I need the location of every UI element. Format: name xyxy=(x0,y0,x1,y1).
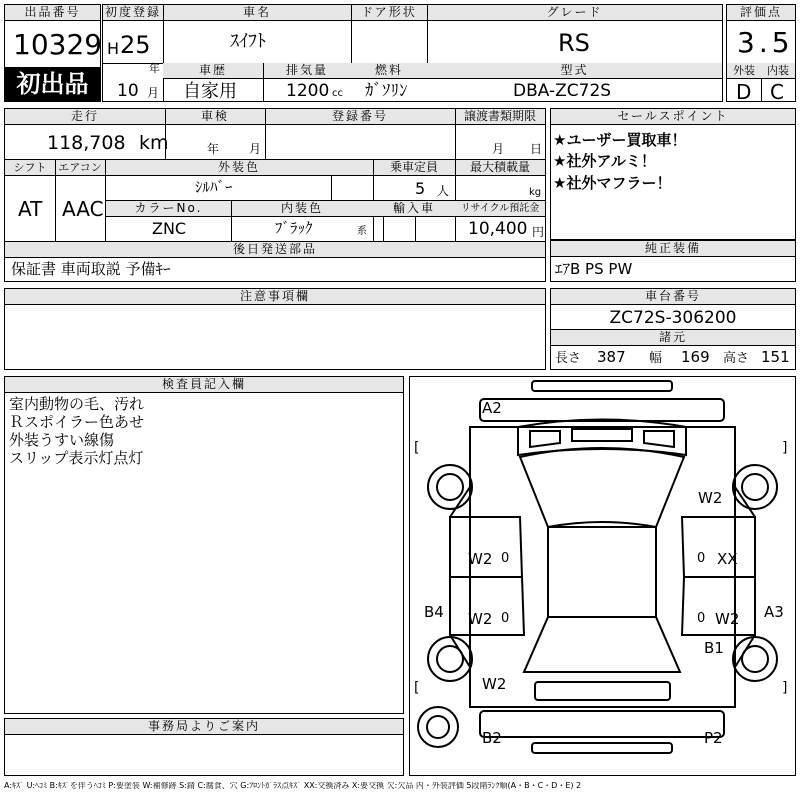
lot-number-label: 出品番号 xyxy=(5,5,100,21)
capacity: 5 xyxy=(415,179,426,198)
damage-mark-0-right-rear: 0 xyxy=(697,611,706,626)
door-label: ドア形状 xyxy=(351,5,427,21)
recycle-unit: 円 xyxy=(532,225,545,239)
reg-month-unit: 月 xyxy=(147,86,160,100)
width-label: 幅 xyxy=(649,351,663,366)
specs-label: 諸元 xyxy=(551,329,795,346)
displacement-label: 排気量 xyxy=(263,63,351,79)
office-box xyxy=(4,718,404,776)
equipment-value: ｴｱB PS PW xyxy=(555,260,633,278)
mileage-unit: km xyxy=(139,132,169,154)
chassis-number: ZC72S-306200 xyxy=(609,308,737,328)
damage-mark-p2: P2 xyxy=(704,729,723,747)
vehicle-details xyxy=(4,108,546,282)
first-listing-badge: 初出品 xyxy=(5,67,100,101)
capacity-unit: 人 xyxy=(437,184,450,198)
reg-year-unit: 年 xyxy=(149,62,160,75)
mileage: 118,708 xyxy=(47,132,126,154)
sales-points-box xyxy=(550,108,796,240)
interior-color: ﾌﾞﾗｯｸ xyxy=(275,219,313,237)
inspector-line-1: 室内動物の毛、汚れ xyxy=(9,395,145,413)
interior-color-suffix: 系 xyxy=(357,226,367,237)
lot-number: 10329 xyxy=(13,28,103,61)
reg-year: 25 xyxy=(120,31,151,59)
inspection-month-unit: 月 xyxy=(249,142,262,156)
length-value: 387 xyxy=(597,348,626,366)
bracket-right-top: ] xyxy=(782,440,788,456)
equipment-box xyxy=(550,240,796,282)
exterior-grade-label: 外装 xyxy=(727,63,761,79)
sales-point-1: ★ユーザー買取車！ xyxy=(553,131,687,149)
car-diagram xyxy=(409,376,796,776)
recycle: 10,400 xyxy=(468,219,528,239)
score: 3.5 xyxy=(737,26,794,59)
bracket-right-bottom: ] xyxy=(782,680,788,696)
office-label: 事務局よりご案内 xyxy=(5,719,403,735)
ac-label: エアコン xyxy=(55,160,105,176)
damage-mark-w2-right-rear-door: W2 xyxy=(715,610,740,628)
damage-mark-xx-right-front-door: XX xyxy=(717,550,738,568)
max-load-unit: kg xyxy=(529,187,542,198)
damage-mark-a2: A2 xyxy=(482,399,502,417)
interior-grade: C xyxy=(770,80,784,104)
fuel: ｶﾞｿﾘﾝ xyxy=(365,81,408,101)
model: DBA-ZC72S xyxy=(513,81,612,101)
bracket-left-top: [ xyxy=(414,440,420,456)
color-no-label: カラーNo. xyxy=(106,201,231,217)
era-letter: H xyxy=(107,39,120,58)
inspector-line-2: Ｒスポイラー色あせ xyxy=(9,413,145,431)
color-no: ZNC xyxy=(152,219,187,238)
header-grid xyxy=(102,4,723,102)
score-label: 評価点 xyxy=(727,5,795,21)
transfer-day-unit: 日 xyxy=(530,142,543,156)
damage-mark-w2-left-front-door: W2 xyxy=(468,550,493,568)
inspector-label: 検査員記入欄 xyxy=(5,377,403,393)
car-outline-svg xyxy=(410,377,795,775)
lot-number-cell xyxy=(4,4,101,102)
notes-label: 注意事項欄 xyxy=(5,289,545,305)
sales-points-label: セールスポイント xyxy=(551,109,795,125)
fuel-label: 燃料 xyxy=(351,63,427,79)
height-label: 高さ xyxy=(723,351,750,366)
damage-mark-w2-front-right: W2 xyxy=(698,489,723,507)
exterior-color: ｼﾙﾊﾞｰ xyxy=(195,178,233,196)
length-label: 長さ xyxy=(555,351,582,366)
exterior-color-label: 外装色 xyxy=(105,160,373,176)
max-load-label: 最大積載量 xyxy=(455,160,545,176)
sales-point-3: ★社外マフラー！ xyxy=(553,174,672,192)
damage-mark-b4: B4 xyxy=(424,603,444,621)
transfer-month-unit: 月 xyxy=(492,142,505,156)
recycle-label: リサイクル預託金 xyxy=(455,201,545,217)
grade: RS xyxy=(558,29,590,57)
damage-mark-w2-left-rear-door: W2 xyxy=(468,610,493,628)
displacement-unit: cc xyxy=(332,88,343,99)
score-cell xyxy=(726,4,796,102)
damage-mark-0-left-rear: 0 xyxy=(501,611,510,626)
mileage-label: 走行 xyxy=(5,109,165,125)
damage-mark-0-right-front: 0 xyxy=(697,551,706,566)
bracket-left-bottom: [ xyxy=(414,680,420,696)
later-parts: 保証書 車両取説 予備ｷｰ xyxy=(11,260,171,278)
inspector-line-4: スリップ表示灯点灯 xyxy=(9,449,144,467)
interior-grade-label: 内装 xyxy=(761,63,795,79)
damage-mark-b1: B1 xyxy=(704,639,724,657)
damage-mark-a3: A3 xyxy=(764,603,784,621)
model-label: 型式 xyxy=(427,63,722,79)
inspector-line-3: 外装うすい線傷 xyxy=(9,431,115,449)
import-label: 輸入車 xyxy=(373,201,455,217)
grade-label: グレード xyxy=(427,5,722,21)
shift-label: シフト xyxy=(5,160,55,176)
damage-mark-w2-left-rear: W2 xyxy=(482,675,507,693)
width-value: 169 xyxy=(681,348,710,366)
ac: AAC xyxy=(62,197,104,221)
notes-box xyxy=(4,288,546,370)
car-name-label: 車名 xyxy=(163,5,351,21)
height-value: 151 xyxy=(761,348,790,366)
shift: AT xyxy=(18,197,43,221)
chassis-box xyxy=(550,288,796,370)
capacity-label: 乗車定員 xyxy=(373,160,455,176)
interior-color-label: 内装色 xyxy=(231,201,373,217)
reg-month: 10 xyxy=(117,81,139,101)
transfer-label: 譲渡書類期限 xyxy=(455,109,545,125)
displacement: 1200 xyxy=(286,81,330,101)
sales-point-2: ★社外アルミ！ xyxy=(553,152,656,170)
damage-legend: A:ｷｽﾞ U:ﾍｺﾐ B:ｷｽﾞを伴うﾍｺﾐ P:要塗装 W:補修跡 S:錆 C:腐食、穴 G:ﾌﾛﾝﾄｶﾞﾗｽ点ｷｽﾞ XX:交換済み X:要交換 欠:欠品 内・外装評価 5段階ﾗﾝｸ順(A・B・C・D・E) 2 xyxy=(4,782,582,790)
history-label: 車歴 xyxy=(163,63,263,79)
car-name: ｽｲﾌﾄ xyxy=(230,31,266,52)
plate-label: 登録番号 xyxy=(265,109,455,125)
later-parts-label: 後日発送部品 xyxy=(5,242,545,258)
inspector-box xyxy=(4,376,404,714)
equipment-label: 純正装備 xyxy=(551,241,795,257)
damage-mark-0-left-front: 0 xyxy=(501,551,510,566)
first-reg-label: 初度登録 xyxy=(104,5,161,19)
history: 自家用 xyxy=(183,81,237,102)
inspection-label: 車検 xyxy=(165,109,265,125)
damage-mark-b2: B2 xyxy=(482,729,502,747)
exterior-grade: D xyxy=(736,80,752,104)
chassis-label: 車台番号 xyxy=(551,289,795,305)
inspection-year-unit: 年 xyxy=(207,142,220,156)
